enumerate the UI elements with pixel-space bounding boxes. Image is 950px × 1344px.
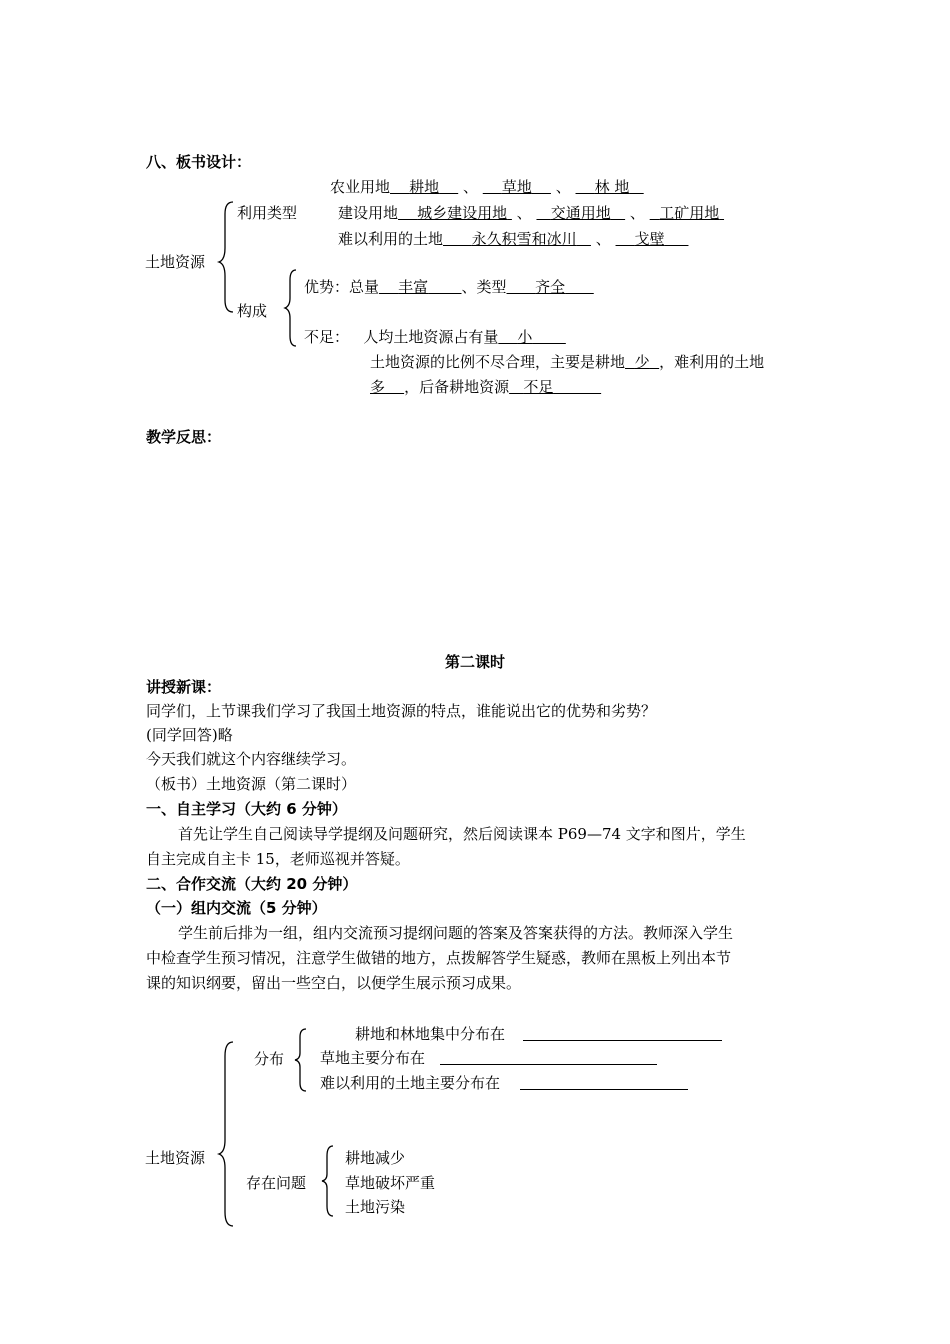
paragraph: 同学们，上节课我们学习了我国土地资源的特点，谁能说出它的优势和劣势？ [146,702,657,720]
sep: 、 [516,204,532,222]
dist-brace [293,1027,309,1093]
reserve-val: 不足 [523,378,554,396]
use-types-label: 利用类型 [237,204,298,222]
reserve-row [370,377,601,397]
hard-label: 难以利用的土地 [338,230,444,248]
hard-row [338,229,688,249]
paragraph: 学生前后排为一组，组内交流预习提纲问题的答案及答案获得的方法。教师深入学生 [178,924,734,942]
composition-brace [283,268,299,348]
problems-brace [320,1144,336,1218]
paragraph: 自主完成自主卡 15，老师巡视并答疑。 [146,850,410,868]
section-heading: 八、板书设计： [146,153,252,171]
agri-row [330,177,644,197]
sep: 、 [629,204,645,222]
sep: 、 [462,178,478,196]
dist-item: 草地主要分布在 [320,1049,426,1067]
shortage-row [304,327,566,347]
section-heading-1: 一、自主学习（大约 6 分钟） [146,800,347,818]
paragraph: 课的知识纲要，留出一些空白，以便学生展示预习成果。 [146,974,522,992]
diagram-root-brace [217,1040,237,1230]
ratio-row [370,352,764,372]
problem-item: 草地破坏严重 [345,1174,436,1192]
dist-label: 分布 [254,1050,285,1068]
adv-mid: 、类型 [461,278,507,296]
dist-item: 难以利用的土地主要分布在 [320,1074,501,1092]
build-label: 建设用地 [338,204,399,222]
build-item: 工矿用地 [659,204,720,222]
ratio-text: 土地资源的比例不尽合理，主要是耕地 [370,353,626,371]
answer-blank[interactable] [523,1040,722,1041]
hard-item: 戈壁 [634,230,665,248]
adv-type: 齐全 [535,278,566,296]
diagram-root-label: 土地资源 [145,1149,206,1167]
adv-total: 丰富 [398,278,429,296]
problems-label: 存在问题 [246,1174,307,1192]
subsection-heading: （一）组内交流（5 分钟） [146,899,327,917]
ratio-suffix: ，难利用的土地 [659,353,765,371]
paragraph: 中检查学生预习情况，注意学生做错的地方，点拨解答学生疑惑，教师在黑板上列出本节 [146,949,732,967]
lesson-title: 第二课时 [444,653,505,671]
agri-item: 林 地 [594,178,630,196]
advantage-row [304,277,594,297]
agri-item: 耕地 [409,178,440,196]
short-val: 小 [517,328,533,346]
problem-item: 土地污染 [345,1198,406,1216]
short-text: 人均土地资源占有量 [363,328,499,346]
build-item: 交通用地 [550,204,611,222]
build-item: 城乡建设用地 [417,204,508,222]
sep: 、 [555,178,571,196]
hard-item: 永久积雪和冰川 [471,230,577,248]
reserve-mid: ，后备耕地资源 [404,378,510,396]
composition-label: 构成 [237,302,268,320]
new-lesson-heading: 讲授新课： [146,678,222,696]
paragraph: (同学回答)略 [146,726,233,744]
short-prefix: 不足： [304,328,350,346]
section-heading-2: 二、合作交流（大约 20 分钟） [146,875,358,893]
paragraph: 首先让学生自己阅读导学提纲及问题研究，然后阅读课本 P69—74 文字和图片，学生 [178,825,746,843]
more-val: 多 [370,378,386,396]
sep: 、 [595,230,611,248]
dist-item: 耕地和林地集中分布在 [355,1025,506,1043]
answer-blank[interactable] [440,1064,657,1065]
agri-item: 草地 [501,178,532,196]
ratio-val: 少 [634,353,650,371]
build-row [338,203,724,223]
reflection-heading: 教学反思： [146,428,222,446]
adv-prefix: 优势：总量 [304,278,380,296]
agri-label: 农业用地 [330,178,391,196]
paragraph: （板书）土地资源（第二课时） [146,775,357,793]
paragraph: 今天我们就这个内容继续学习。 [146,750,357,768]
problem-item: 耕地减少 [345,1149,406,1167]
answer-blank[interactable] [520,1089,688,1090]
root-label: 土地资源 [145,253,206,271]
root-brace [217,200,237,315]
